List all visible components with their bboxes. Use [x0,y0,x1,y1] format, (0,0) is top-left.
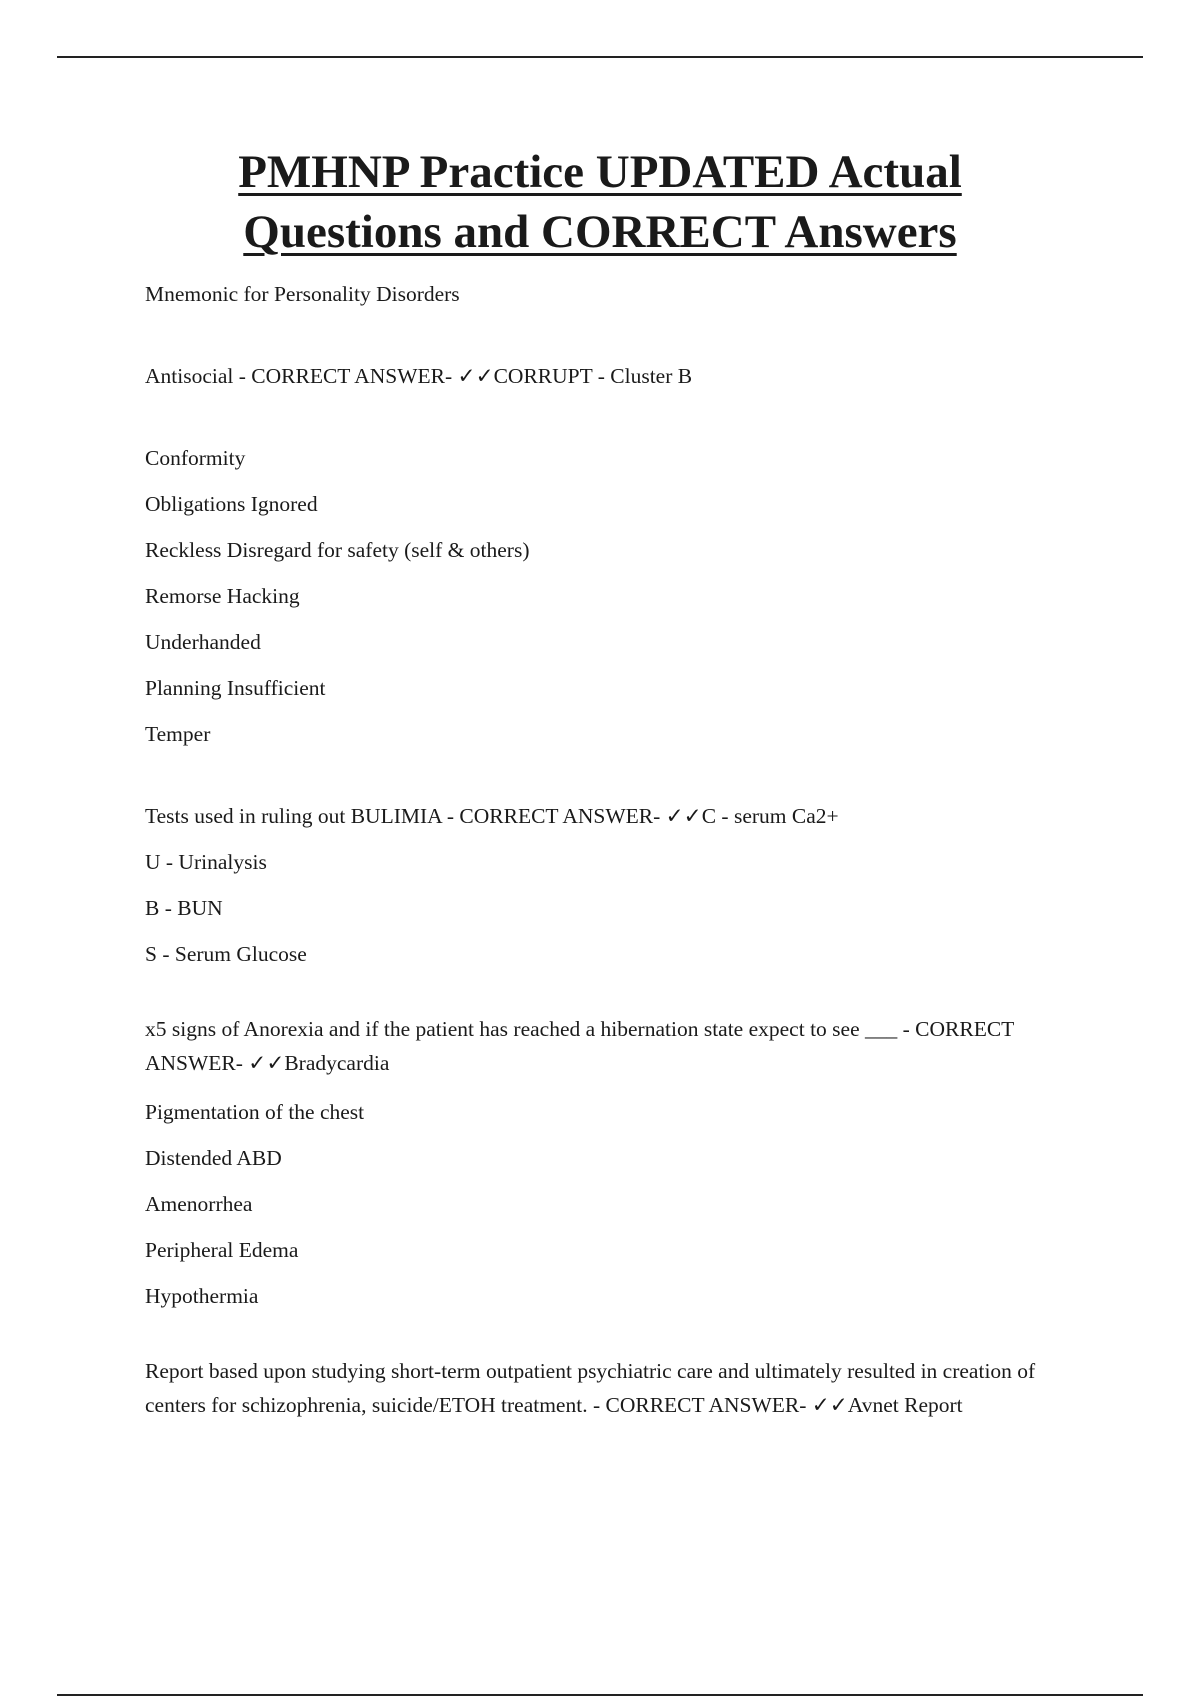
title-line-2: Questions and CORRECT Answers [243,206,957,258]
list-item: Temper [145,722,211,746]
anorexia-list [145,1098,1045,1310]
list-item: U - Urinalysis [145,850,267,874]
title-line-1: PMHNP Practice UPDATED Actual [238,146,962,198]
list-item: Peripheral Edema [145,1238,299,1262]
list-item: S - Serum Glucose [145,942,307,966]
list-item: Planning Insufficient [145,676,326,700]
question-anorexia: x5 signs of Anorexia and if the patient has reached a hibernation state expect to see ___ - CORRECT ANSWER- ✓✓Bradycardia [145,1017,1014,1075]
bottom-rule [57,1694,1143,1696]
top-rule [57,56,1143,58]
question-bulimia: Tests used in ruling out BULIMIA - CORRECT ANSWER- ✓✓C - serum Ca2+ [145,804,839,828]
list-item: Amenorrhea [145,1192,253,1216]
question-avnet-report: Report based upon studying short-term outpatient psychiatric care and ultimately resulted in creation of centers for schizophrenia, suicide/ETOH treatment. - CORRECT ANSWER- ✓✓Avnet Report [145,1359,1036,1417]
bulimia-list [145,848,1045,968]
list-item: B - BUN [145,896,223,920]
list-item: Reckless Disregard for safety (self & others) [145,538,530,562]
list-item: Remorse Hacking [145,584,300,608]
intro-text: Mnemonic for Personality Disorders [145,282,460,306]
question-antisocial: Antisocial - CORRECT ANSWER- ✓✓CORRUPT - Cluster B [145,364,693,388]
antisocial-list [145,444,1045,748]
list-item: Conformity [145,446,246,470]
list-item: Pigmentation of the chest [145,1100,365,1124]
document-title [0,142,1200,262]
list-item: Hypothermia [145,1284,259,1308]
document-body [145,280,1045,1440]
list-item: Underhanded [145,630,261,654]
list-item: Distended ABD [145,1146,282,1170]
list-item: Obligations Ignored [145,492,318,516]
